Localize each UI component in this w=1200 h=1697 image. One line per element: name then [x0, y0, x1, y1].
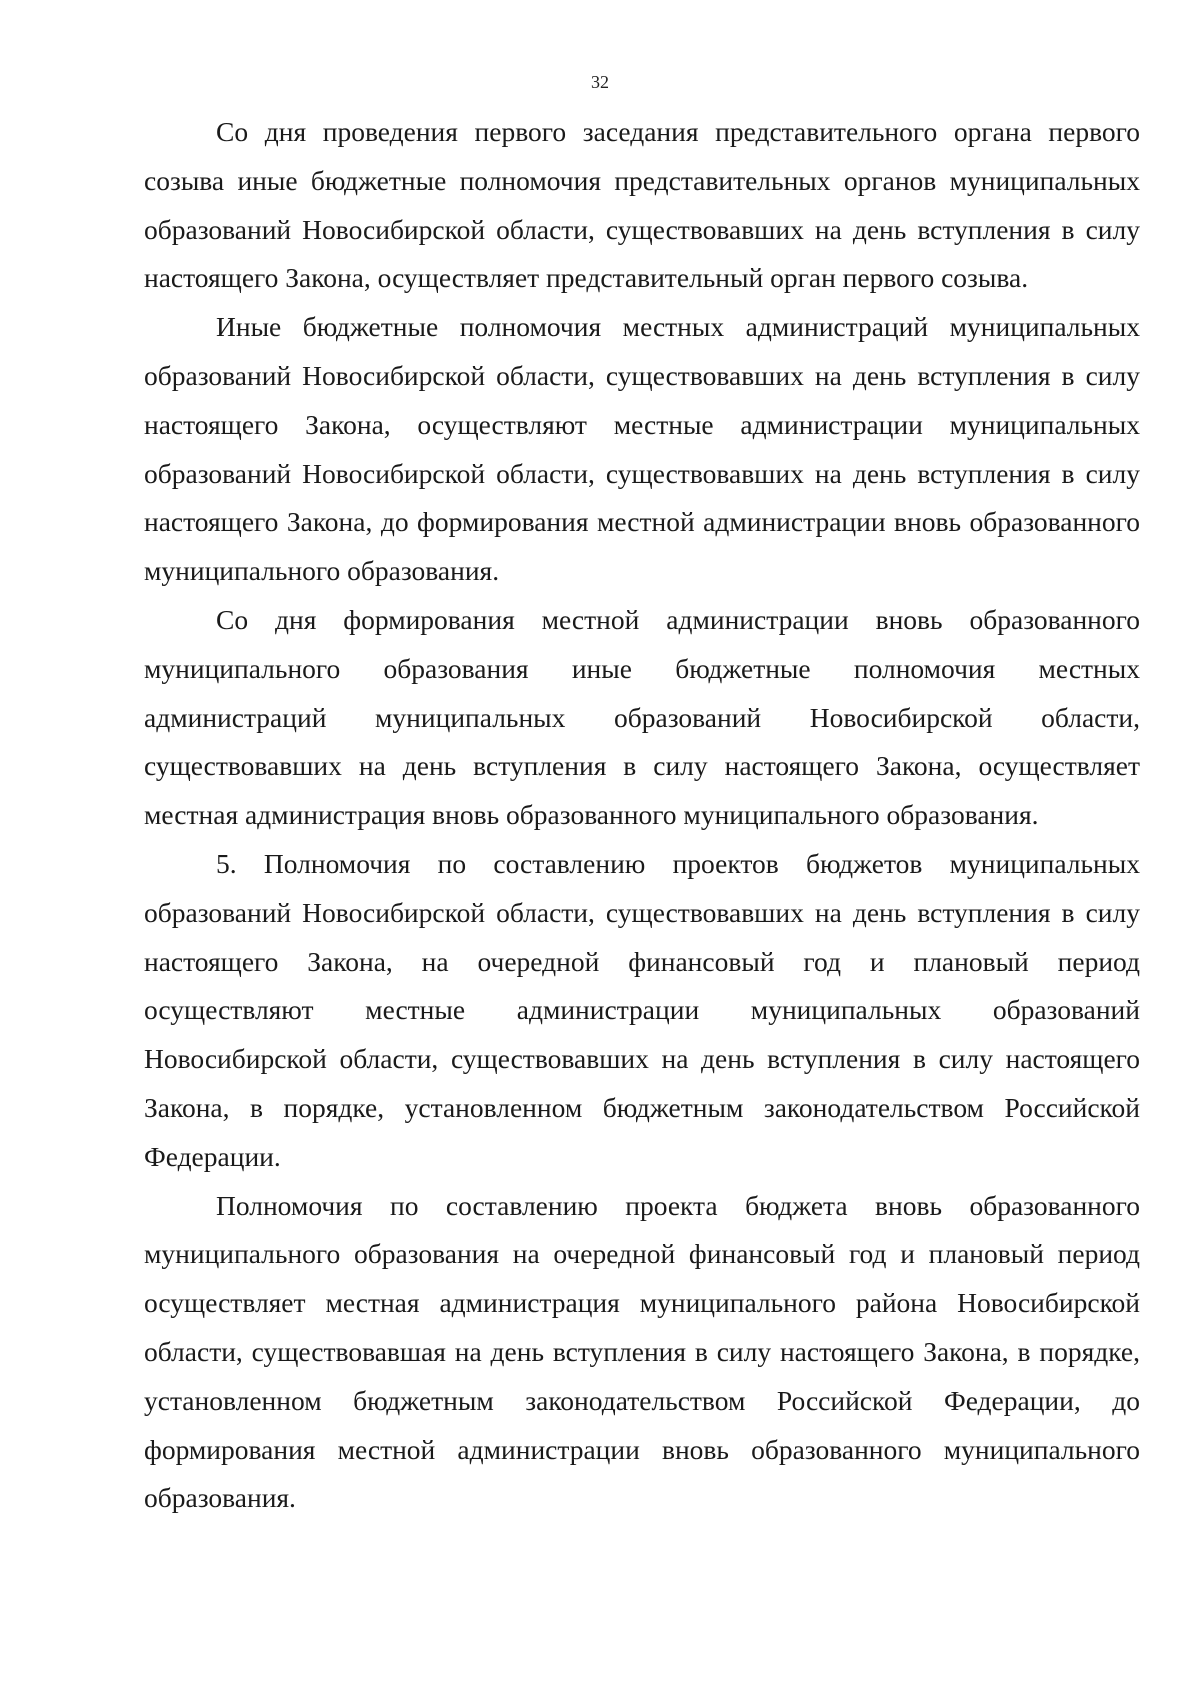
paragraph-1: Со дня проведения первого заседания представительного органа первого созыва иные бюджетные полномочия представительных органов муниципальных образований Новосибирской области, существовавших на день вступления в силу настоящего Закона, осуществляет представительный орган первого созыва.: [144, 116, 1140, 294]
paragraph-4: 5. Полномочия по составлению проектов бюджетов муниципальных образований Новосибирской области, существовавших на день вступления в силу настоящего Закона, на очередной финансовый год и плановый период осуществляют местные администрации муниципальных образований Новосибирской области, существовавших на день вступления в силу настоящего Закона, в порядке, установленном бюджетным законодательством Российской Федерации.: [144, 847, 1140, 1172]
document-body: [144, 108, 1140, 1523]
paragraph-5: Полномочия по составлению проекта бюджета вновь образованного муниципального образования на очередной финансовый год и плановый период осуществляет местная администрация муниципального района Новосибирской области, существовавшая на день вступления в силу настоящего Закона, в порядке, установленном бюджетным законодательством Российской Федерации, до формирования местной администрации вновь образованного муниципального образования.: [144, 1189, 1140, 1514]
paragraph-2: Иные бюджетные полномочия местных администраций муниципальных образований Новосибирской области, существовавших на день вступления в силу настоящего Закона, осуществляют местные администрации муниципальных образований Новосибирской области, существовавших на день вступления в силу настоящего Закона, до формирования местной администрации вновь образованного муниципального образования.: [144, 311, 1140, 587]
paragraph-3: Со дня формирования местной администрации вновь образованного муниципального образования иные бюджетные полномочия местных администраций муниципальных образований Новосибирской области, существовавших на день вступления в силу настоящего Закона, осуществляет местная администрация вновь образованного муниципального образования.: [144, 603, 1140, 831]
page-number: 32: [591, 72, 609, 92]
